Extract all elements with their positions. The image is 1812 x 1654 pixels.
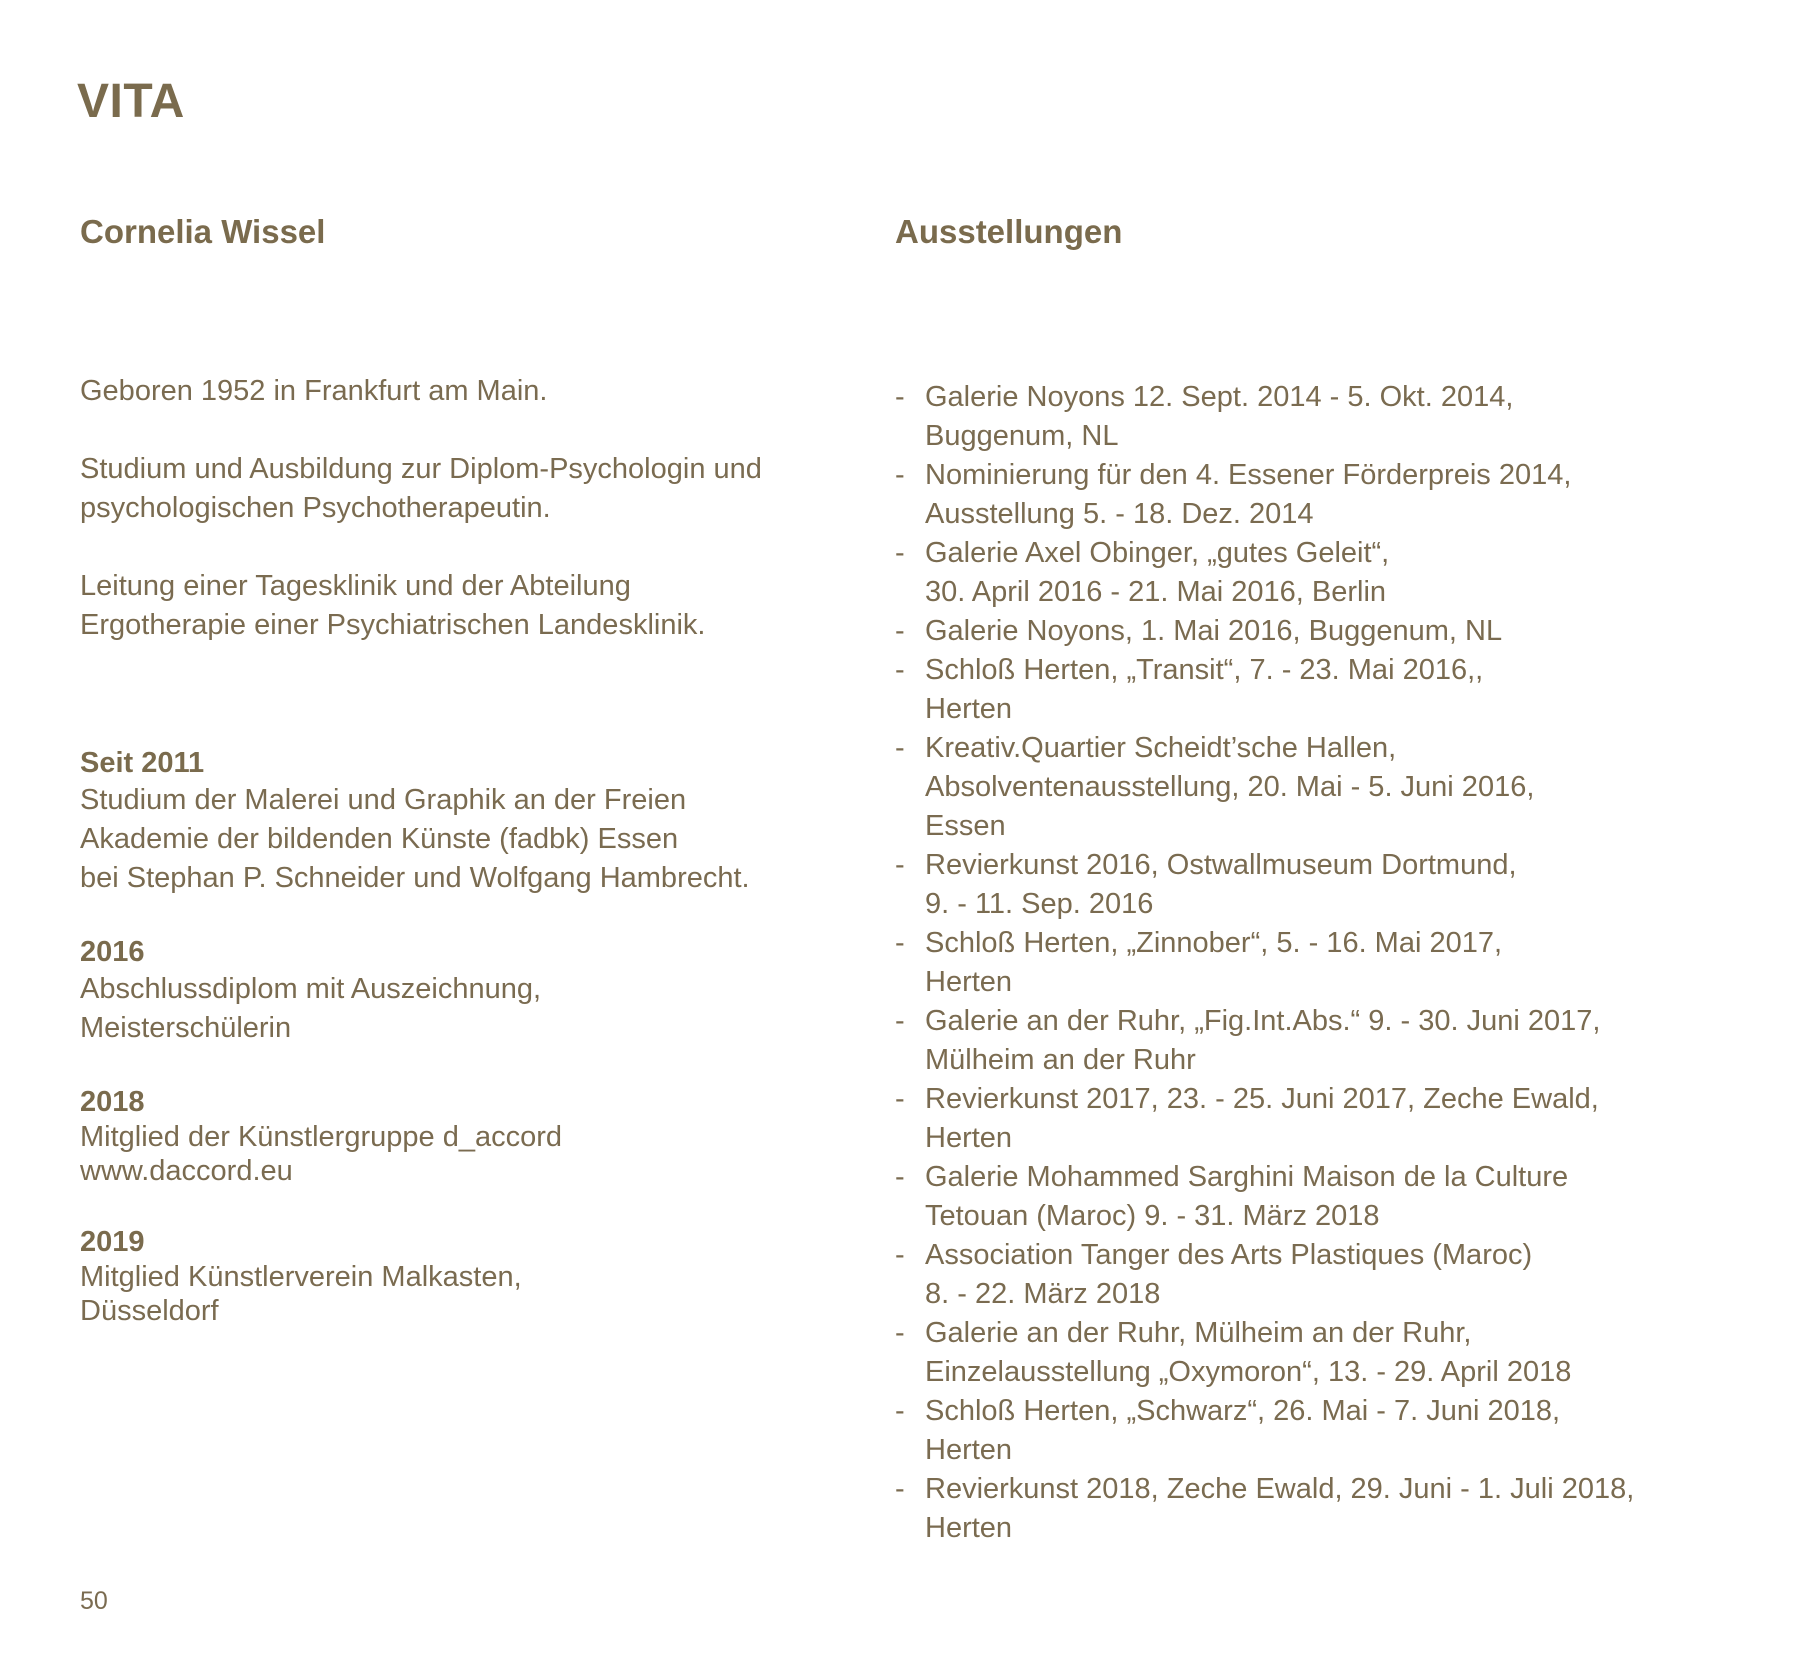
exhibition-line: Einzelausstellung „Oxymoron“, 13. - 29. April 2018 [925, 1356, 1572, 1388]
timeline-entry [80, 1224, 860, 1328]
exhibition-line: Schloß Herten, „Zinnober“, 5. - 16. Mai 2017, [925, 927, 1503, 959]
list-dash: - [895, 537, 905, 569]
exhibition-item [895, 378, 1755, 456]
exhibition-line: Essen [925, 810, 1006, 842]
exhibition-line: Galerie an der Ruhr, Mülheim an der Ruhr, [925, 1317, 1472, 1349]
exhibition-line: Tetouan (Maroc) 9. - 31. März 2018 [925, 1200, 1380, 1232]
list-dash: - [895, 1317, 905, 1349]
exhibition-line: Kreativ.Quartier Scheidt’sche Hallen, [925, 732, 1397, 764]
timeline-line: Düsseldorf [80, 1295, 219, 1327]
exhibition-line: Herten [925, 1122, 1013, 1154]
bio-line: Geboren 1952 in Frankfurt am Main. [80, 375, 548, 407]
timeline-line: Mitglied der Künstlergruppe d_accord [80, 1121, 562, 1153]
timeline-text [80, 970, 860, 1048]
exhibition-line: 9. - 11. Sep. 2016 [925, 888, 1154, 920]
biography-column [80, 210, 860, 1364]
timeline-link[interactable]: www.daccord.eu [80, 1155, 293, 1187]
exhibition-line: Herten [925, 1512, 1013, 1544]
exhibition-line: Herten [925, 1434, 1013, 1466]
exhibition-line: 8. - 22. März 2018 [925, 1278, 1161, 1310]
list-dash: - [895, 849, 905, 881]
exhibition-line: Ausstellung 5. - 18. Dez. 2014 [925, 498, 1314, 530]
exhibition-line: Revierkunst 2016, Ostwallmuseum Dortmund, [925, 849, 1517, 881]
page-title: VITA [77, 75, 185, 128]
exhibition-item [895, 1392, 1755, 1470]
timeline-year: 2016 [80, 936, 145, 968]
bio-birth [80, 372, 860, 411]
list-dash: - [895, 459, 905, 491]
exhibition-line: Nominierung für den 4. Essener Förderpreis 2014, [925, 459, 1572, 491]
timeline-line: Studium der Malerei und Graphik an der Freien [80, 784, 687, 816]
exhibition-item [895, 1080, 1755, 1158]
exhibitions-heading: Ausstellungen [895, 213, 1123, 250]
bio-line: Leitung einer Tagesklinik und der Abteilung [80, 570, 631, 602]
timeline-line: Meisterschülerin [80, 1012, 292, 1044]
artist-name: Cornelia Wissel [80, 213, 326, 250]
exhibitions-column [895, 210, 1755, 1548]
list-dash: - [895, 1005, 905, 1037]
timeline-text [80, 1120, 860, 1188]
timeline-line: bei Stephan P. Schneider und Wolfgang Hambrecht. [80, 862, 750, 894]
page-number: 50 [80, 1587, 108, 1615]
list-dash: - [895, 1239, 905, 1271]
exhibition-line: Revierkunst 2018, Zeche Ewald, 29. Juni - 1. Juli 2018, [925, 1473, 1635, 1505]
bio-line: Ergotherapie einer Psychiatrischen Landesklinik. [80, 609, 706, 641]
exhibition-item [895, 1158, 1755, 1236]
exhibition-item [895, 1470, 1755, 1548]
list-dash: - [895, 927, 905, 959]
timeline-year: 2019 [80, 1226, 145, 1258]
exhibition-list [895, 378, 1755, 1548]
bio-career [80, 567, 860, 645]
bio-line: psychologischen Psychotherapeutin. [80, 492, 551, 524]
exhibition-item [895, 456, 1755, 534]
list-dash: - [895, 615, 905, 647]
exhibition-line: Herten [925, 966, 1013, 998]
exhibition-line: Schloß Herten, „Transit“, 7. - 23. Mai 2016,, [925, 654, 1484, 686]
timeline-entry [80, 1084, 860, 1188]
timeline-line: Mitglied Künstlerverein Malkasten, [80, 1261, 522, 1293]
exhibition-line: Absolventenausstellung, 20. Mai - 5. Juni 2016, [925, 771, 1535, 803]
list-dash: - [895, 1083, 905, 1115]
exhibition-line: Mülheim an der Ruhr [925, 1044, 1196, 1076]
exhibition-item [895, 846, 1755, 924]
exhibition-item [895, 612, 1755, 651]
exhibition-line: Schloß Herten, „Schwarz“, 26. Mai - 7. Juni 2018, [925, 1395, 1561, 1427]
exhibition-line: Herten [925, 693, 1013, 725]
exhibition-line: 30. April 2016 - 21. Mai 2016, Berlin [925, 576, 1387, 608]
exhibition-line: Galerie Noyons, 1. Mai 2016, Buggenum, NL [925, 615, 1503, 647]
exhibition-item [895, 651, 1755, 729]
list-dash: - [895, 1473, 905, 1505]
timeline-entry [80, 934, 860, 1048]
bio-line: Studium und Ausbildung zur Diplom-Psychologin und [80, 453, 762, 485]
exhibition-line: Galerie an der Ruhr, „Fig.Int.Abs.“ 9. - 30. Juni 2017, [925, 1005, 1601, 1037]
timeline-text [80, 781, 860, 898]
timeline-text [80, 1260, 860, 1328]
timeline-line: Abschlussdiplom mit Auszeichnung, [80, 973, 542, 1005]
timeline-entry [80, 745, 860, 898]
exhibition-line: Galerie Mohammed Sarghini Maison de la Culture [925, 1161, 1569, 1193]
exhibition-item [895, 729, 1755, 846]
timeline [80, 745, 860, 1328]
list-dash: - [895, 1161, 905, 1193]
timeline-year: Seit 2011 [80, 747, 205, 779]
exhibition-item [895, 534, 1755, 612]
list-dash: - [895, 654, 905, 686]
exhibition-line: Revierkunst 2017, 23. - 25. Juni 2017, Zeche Ewald, [925, 1083, 1599, 1115]
list-dash: - [895, 732, 905, 764]
bio-section [80, 372, 860, 645]
exhibition-item [895, 924, 1755, 1002]
list-dash: - [895, 1395, 905, 1427]
exhibition-item [895, 1002, 1755, 1080]
list-dash: - [895, 381, 905, 413]
exhibition-line: Galerie Noyons 12. Sept. 2014 - 5. Okt. 2014, [925, 381, 1514, 413]
exhibition-item [895, 1236, 1755, 1314]
timeline-line: Akademie der bildenden Künste (fadbk) Essen [80, 823, 679, 855]
exhibition-item [895, 1314, 1755, 1392]
exhibition-line: Buggenum, NL [925, 420, 1119, 452]
exhibition-line: Association Tanger des Arts Plastiques (Maroc) [925, 1239, 1533, 1271]
bio-education [80, 450, 860, 528]
exhibition-line: Galerie Axel Obinger, „gutes Geleit“, [925, 537, 1390, 569]
timeline-year: 2018 [80, 1086, 145, 1118]
